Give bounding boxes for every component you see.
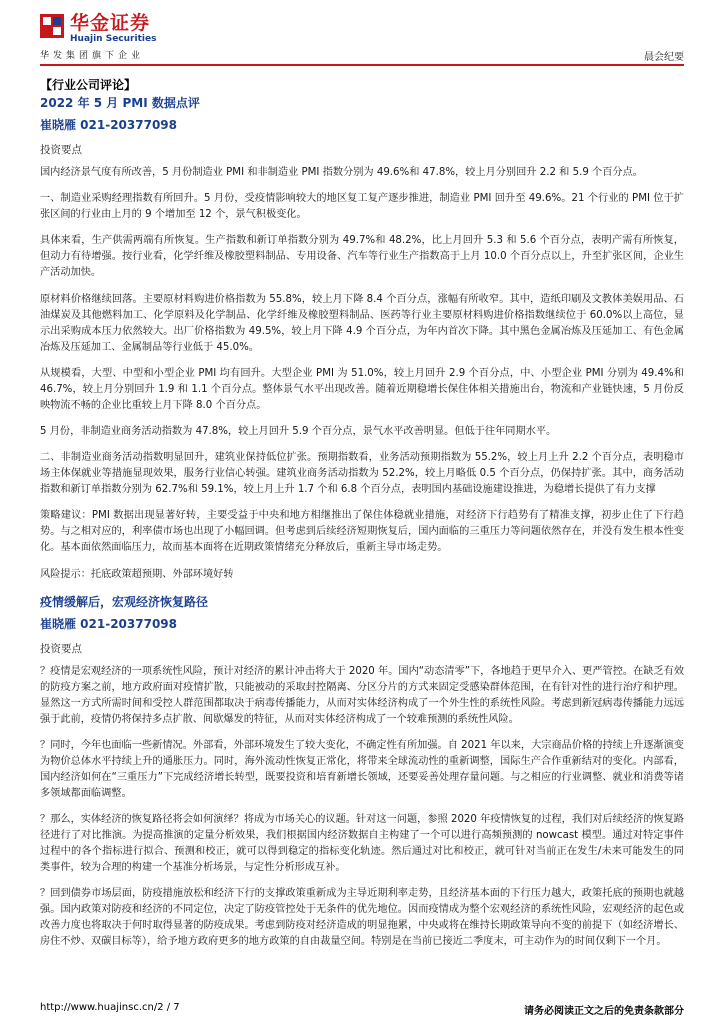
brand-name-cn: 华金证券 [70, 12, 151, 34]
article-title: 疫情缓解后，宏观经济恢复路径 [40, 594, 209, 609]
strategy-paragraph: 策略建议：PMI 数据出现显著好转，主要受益于中央和地方相继推出了保住体稳就业措施，对经济下行趋势有了精准支撑，初步止住了下行趋势。与之相对应的，利率债市场也出现了小幅回调。但考虑到后续经济短期恢复后，国内面临的三重压力等问题依然存在，并没有发生根本性变化。基本面依然面临压力，故而基本面将在近期政策情绪充分释放后，重新主导市场走势。 [40, 510, 684, 554]
paragraph: 从规模看，大型、中型和小型企业 PMI 均有回升。大型企业 PMI 为 51.0%，较上月回升 2.9 个百分点，中、小型企业 PMI 分别为 49.4%和 46.7%，较上月分别回升 1.9 和 1.1 个百分点。整体景气水平出现改善。随着近期稳增长保住体相关措施出台，物流和产业链快速，5 月份反映物流不畅的企业比重较上月下降 8.0 个百分点。 [40, 367, 684, 411]
paragraph: ？回到债券市场层面，防疫措施放松和经济下行的支撑政策重新成为主导近期利率走势，且经济基本面的下行压力越大，政策托底的预期也就越强。国内政策对防疫和经济的不同定位，决定了防疫管控处于无条件的优先地位。因而疫情成为整个宏观经济的系统性风险，宏观经济的起色或改善力度也将取决于何时取得显著的防疫成果。考虑到防疫对经济造成的明显拖累，中央或将在维持长期政策导向不变的前提下（如经济增长、房住不炒、双碳目标等），给予地方政府更多的地方政策的自由裁量空间。特别是在当前已接近二季度末，可主动作为的时间仅剩下一个月。 [40, 888, 684, 948]
header-divider [40, 64, 684, 66]
paragraph: ？那么，实体经济的恢复路径将会如何演绎？将成为市场关心的议题。针对这一问题，参照 2020 年疫情恢复的过程，我们对后续经济的恢复路径进行了对比推演。为提高推演的定量分析效果，我们根据国内经济数据自主构建了一个可以进行高频预测的 nowcast 模型。通过对特定事件过程中的各个指标进行拟合、预测和校正，就可以得到稳定的指标变化轨迹。然后通过对比和校正，就可针对当前正在发生/未来可能发生的同类事件，较为合理的构建一个基准分析场景，与定性分析形成互补。 [40, 814, 684, 874]
footer-disclaimer: 请务必阅读正文之后的免责条款部分 [524, 1006, 684, 1017]
section-tag: 【行业公司评论】 [40, 78, 137, 92]
report-body [40, 76, 684, 960]
paragraph: 一、制造业采购经理指数有所回升。5 月份，受疫情影响较大的地区复工复产逐步推进，制造业 PMI 回升至 49.6%。21 个行业的 PMI 位于扩张区间的行业由上月的 9 个增加至 12 个，景气积极变化。 [40, 193, 684, 221]
footer-link[interactable]: http://www.huajinsc.cn/2 / 7 [40, 1002, 180, 1013]
brand-tagline: 华发集团旗下企业 [40, 51, 145, 61]
paragraph: 国内经济景气度有所改善，5 月份制造业 PMI 和非制造业 PMI 指数分别为 49.6%和 47.8%，较上月分别回升 2.2 和 5.9 个百分点。 [40, 167, 643, 178]
paragraph: 原材料价格继续回落。主要原材料购进价格指数为 55.8%，较上月下降 8.4 个百分点，涨幅有所收窄。其中，造纸印刷及文教体美娱用品、石油煤炭及其他燃料加工、化学原料及化学制品、化学纤维及橡胶塑料制品、医药等行业主要原材料购进价格指数继续位于 60.0%以上高位，显示出采购成本压力依然较大。出厂价格指数为 49.5%，较上月下降 4.9 个百分点，为年内首次下降。其中黑色金属冶炼及压延加工、有色金属冶炼及压延加工、金属制品等行业低于 45.0%。 [40, 293, 684, 353]
brand-name-en: Huajin Securities [70, 34, 157, 44]
article-title: 2022 年 5 月 PMI 数据点评 [40, 96, 200, 110]
key-points-label: 投资要点 [40, 642, 82, 655]
paragraph: 具体来看，生产供需两端有所恢复。生产指数和新订单指数分别为 49.7%和 48.2%，比上月回升 5.3 和 5.6 个百分点，表明产需有所恢复，但动力有待增强。按行业看，化学纤维及橡胶塑料制品、专用设备、汽车等行业生产指数高于上月 10.0 个百分点以上，升至扩张区间，企业生产活动加快。 [40, 235, 684, 279]
paragraph: ？同时，今年也面临一些新情况。外部看，外部环境发生了较大变化，不确定性有所加强。自 2021 年以来，大宗商品价格的持续上升逐渐演变为物价总体水平持续上升的通胀压力。同时，海外流动性恢复正常化，将带来全球流动性的重新调整，国际生产合作重新结对的变化。内部看，国内经济如何在“三重压力”下完成经济增长转型，既要投资和培育新增长领域，还要妥善处理存量问题。与之相应的行业调整、就业和消费等诸多领域都面临调整。 [40, 739, 684, 799]
report-type: 晨会纪要 [644, 52, 684, 63]
paragraph: 二、非制造业商务活动指数明显回升，建筑业保持低位扩张。预期指数看，业务活动预期指数为 55.2%，较上月上升 2.2 个百分点，表明稳市场主体保就业等措施显现效果，服务行业信心转强。建筑业商务活动指数为 52.2%，较上月略低 0.5 个百分点，仍保持扩张。其中，商务活动指数和新订单指数分别为 62.7%和 59.1%，较上月上升 1.7 个和 6.8 个百分点，表明国内基础设施建设推进，为稳增长提供了有力支撑 [40, 452, 684, 496]
huajin-logo-icon [40, 14, 64, 38]
article-author: 崔晓雁 021-20377098 [40, 616, 178, 631]
risk-paragraph: 风险提示：托底政策超预期、外部环境好转 [40, 568, 234, 580]
page-header [40, 8, 684, 68]
article-author: 崔晓雁 021-20377098 [40, 118, 178, 132]
paragraph: 5 月份，非制造业商务活动指数为 47.8%，较上月回升 5.9 个百分点，景气水平改善明显。但低于往年同期水平。 [40, 425, 557, 437]
key-points-label: 投资要点 [40, 144, 82, 156]
paragraph: ？疫情是宏观经济的一项系统性风险，预计对经济的累计冲击将大于 2020 年。国内“动态清零”下，各地趋于更早介入、更严管控。在缺乏有效的防疫方案之前，地方政府面对疫情扩散，只能被动的采取封控隔离、分区分片的方式来固定受感染群体范围，在有针对性的进行治疗和护理。显然这一方式所需时间和受控人群范围都取决于病毒传播能力，从而对实体经济构成了一个外生性的系统性风险。考虑到新冠病毒传播能力远远强于此前，疫情仍将保持多点扩散、间歇爆发的特征，从而对实体经济构成了一个较难预测的系统性风险。 [40, 665, 685, 725]
